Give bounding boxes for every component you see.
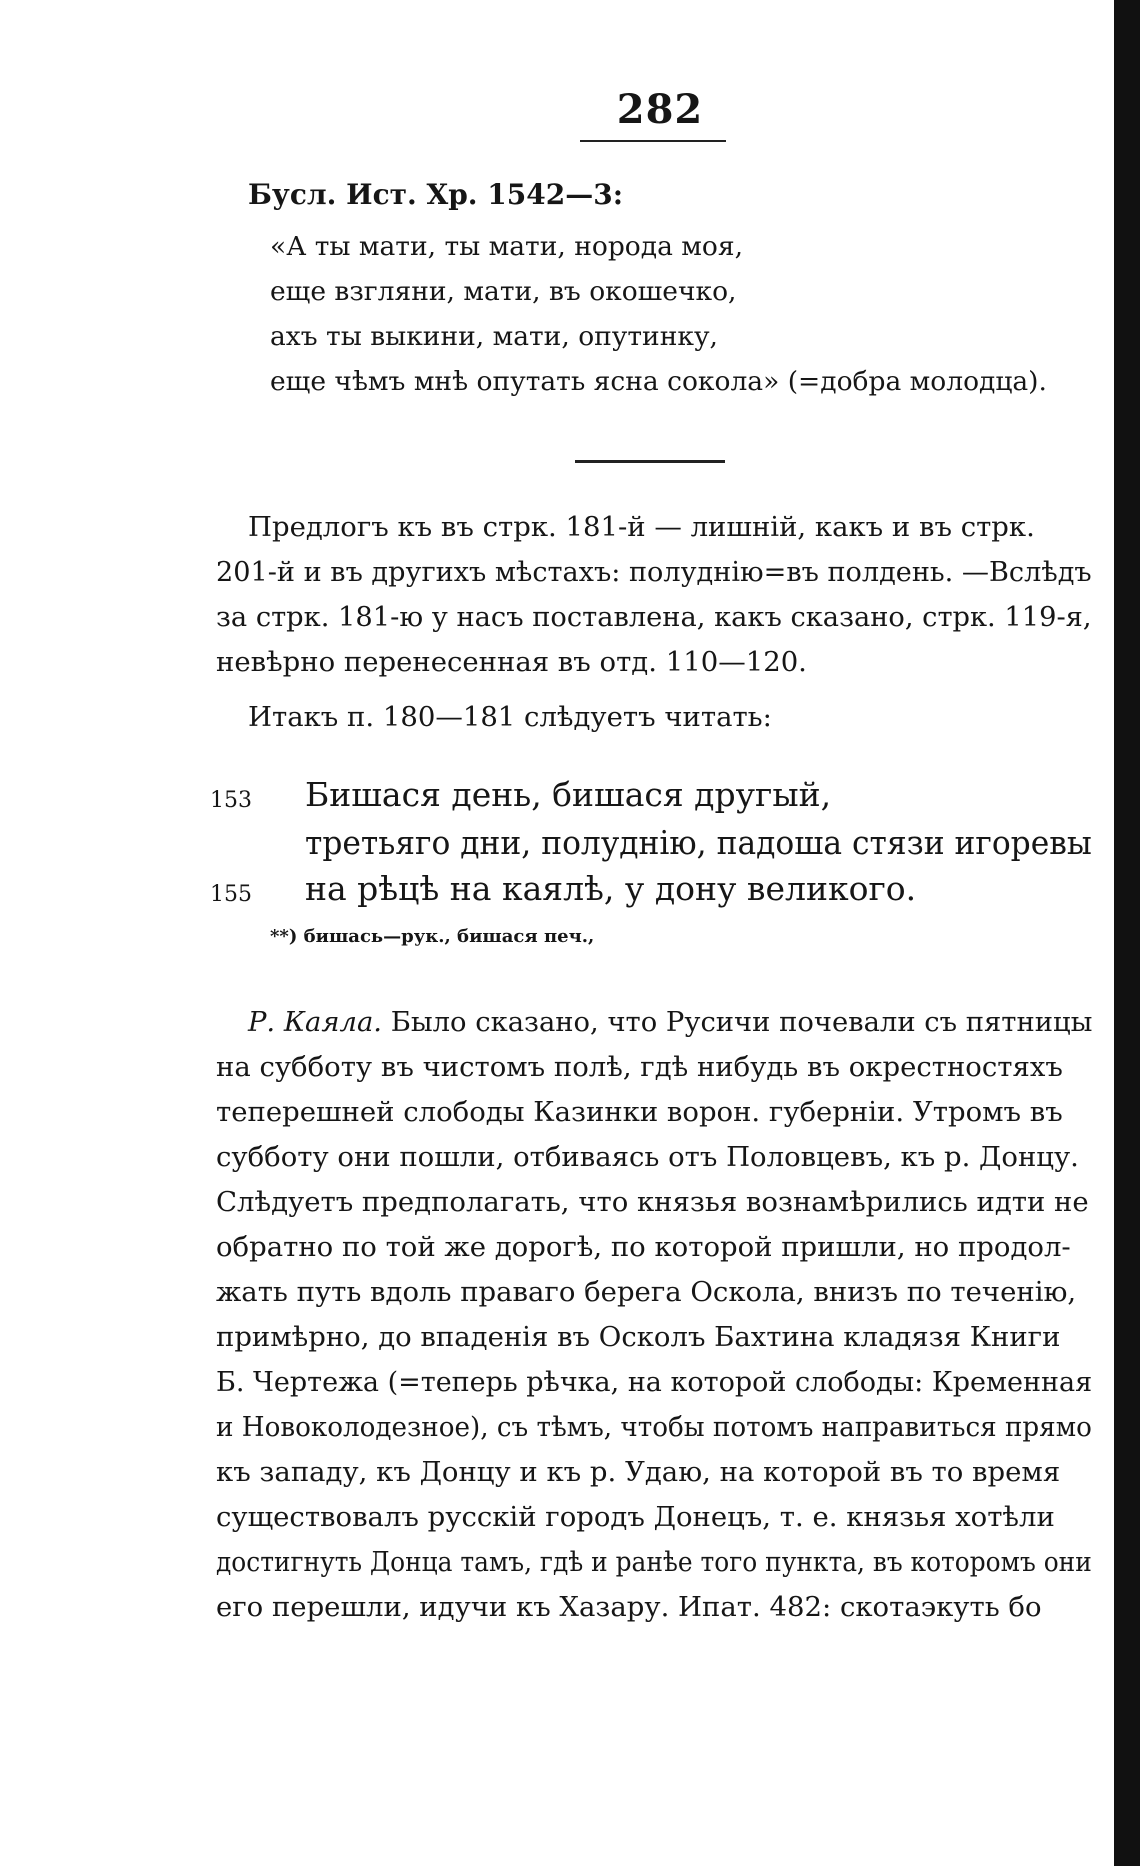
paragraph-line: невѣрно перенесенная въ отд. 110—120. bbox=[216, 646, 807, 678]
paragraph-line: Слѣдуетъ предполагать, что князья вознамѣрились идти не bbox=[216, 1186, 1089, 1218]
paragraph-line: жать путь вдоль праваго берега Оскола, внизъ по теченію, bbox=[216, 1276, 1077, 1308]
verse-line: еще взгляни, мати, въ окошечко, bbox=[270, 276, 737, 307]
verse-line: «А ты мати, ты мати, норода моя, bbox=[270, 231, 744, 262]
paragraph-line: достигнуть Донца тамъ, гдѣ и ранѣе того пункта, въ которомъ они bbox=[216, 1546, 1092, 1578]
paragraph-line: на субботу въ чистомъ полѣ, гдѣ нибудь въ окрестностяхъ bbox=[216, 1051, 1063, 1083]
paragraph-line: за стрк. 181-ю у насъ поставлена, какъ сказано, стрк. 119-я, bbox=[216, 601, 1092, 633]
paragraph-line: субботу они пошли, отбиваясь отъ Половцевъ, къ р. Донцу. bbox=[216, 1141, 1079, 1173]
poem-line-number: 153 bbox=[210, 788, 252, 813]
source-reference: Бусл. Ист. Хр. 1542—3: bbox=[248, 178, 624, 211]
poem-line: на рѣцѣ на каялѣ, у дону великого. bbox=[305, 869, 917, 908]
page-number-underline bbox=[580, 140, 726, 142]
paragraph-line bbox=[248, 1005, 1092, 1039]
paragraph-line: Итакъ п. 180—181 слѣдуетъ читать: bbox=[248, 701, 772, 733]
paragraph-line: обратно по той же дорогѣ, по которой пришли, но продол- bbox=[216, 1231, 1071, 1263]
paragraph-line: къ западу, къ Донцу и къ р. Удаю, на которой въ то время bbox=[216, 1456, 1061, 1488]
paragraph-line: Предлогъ къ въ стрк. 181-й — лишній, какъ и въ стрк. bbox=[248, 511, 1035, 543]
paragraph-line: 201-й и въ другихъ мѣстахъ: полуднію=въ полдень. —Вслѣдъ bbox=[216, 556, 1092, 588]
verse-line: ахъ ты выкини, мати, опутинку, bbox=[270, 321, 718, 352]
poem-line: Бишася день, бишася другый, bbox=[305, 775, 832, 814]
page-number: 282 bbox=[616, 86, 704, 133]
paragraph-line: существовалъ русскій городъ Донецъ, т. е. князья хотѣли bbox=[216, 1501, 1055, 1533]
paragraph-line: и Новоколодезное), съ тѣмъ, чтобы потомъ направиться прямо bbox=[216, 1411, 1092, 1443]
paragraph-line-text: Было сказано, что Русичи почевали съ пятницы bbox=[390, 1006, 1093, 1038]
footnote: **) бишась—рук., бишася печ., bbox=[270, 926, 595, 947]
poem-line: третьяго дни, полуднію, падоша стязи игоревы bbox=[305, 823, 1092, 862]
page-edge-bar bbox=[1114, 0, 1140, 1866]
paragraph-line: теперешней слободы Казинки ворон. губерніи. Утромъ въ bbox=[216, 1096, 1063, 1128]
verse-line: еще чѣмъ мнѣ опутать ясна сокола» (=добра молодца). bbox=[270, 366, 1047, 397]
paragraph-line: Б. Чертежа (=теперь рѣчка, на которой слободы: Кременная bbox=[216, 1366, 1093, 1398]
paragraph-line: его перешли, идучи къ Хазару. Ипат. 482: скотаэкуть бо bbox=[216, 1591, 1042, 1623]
river-name-lead: Р. Каяла. bbox=[248, 1006, 382, 1038]
section-divider bbox=[575, 460, 725, 463]
poem-line-number: 155 bbox=[210, 882, 252, 907]
paragraph-line: примѣрно, до впаденія въ Осколъ Бахтина кладязя Книги bbox=[216, 1321, 1061, 1353]
